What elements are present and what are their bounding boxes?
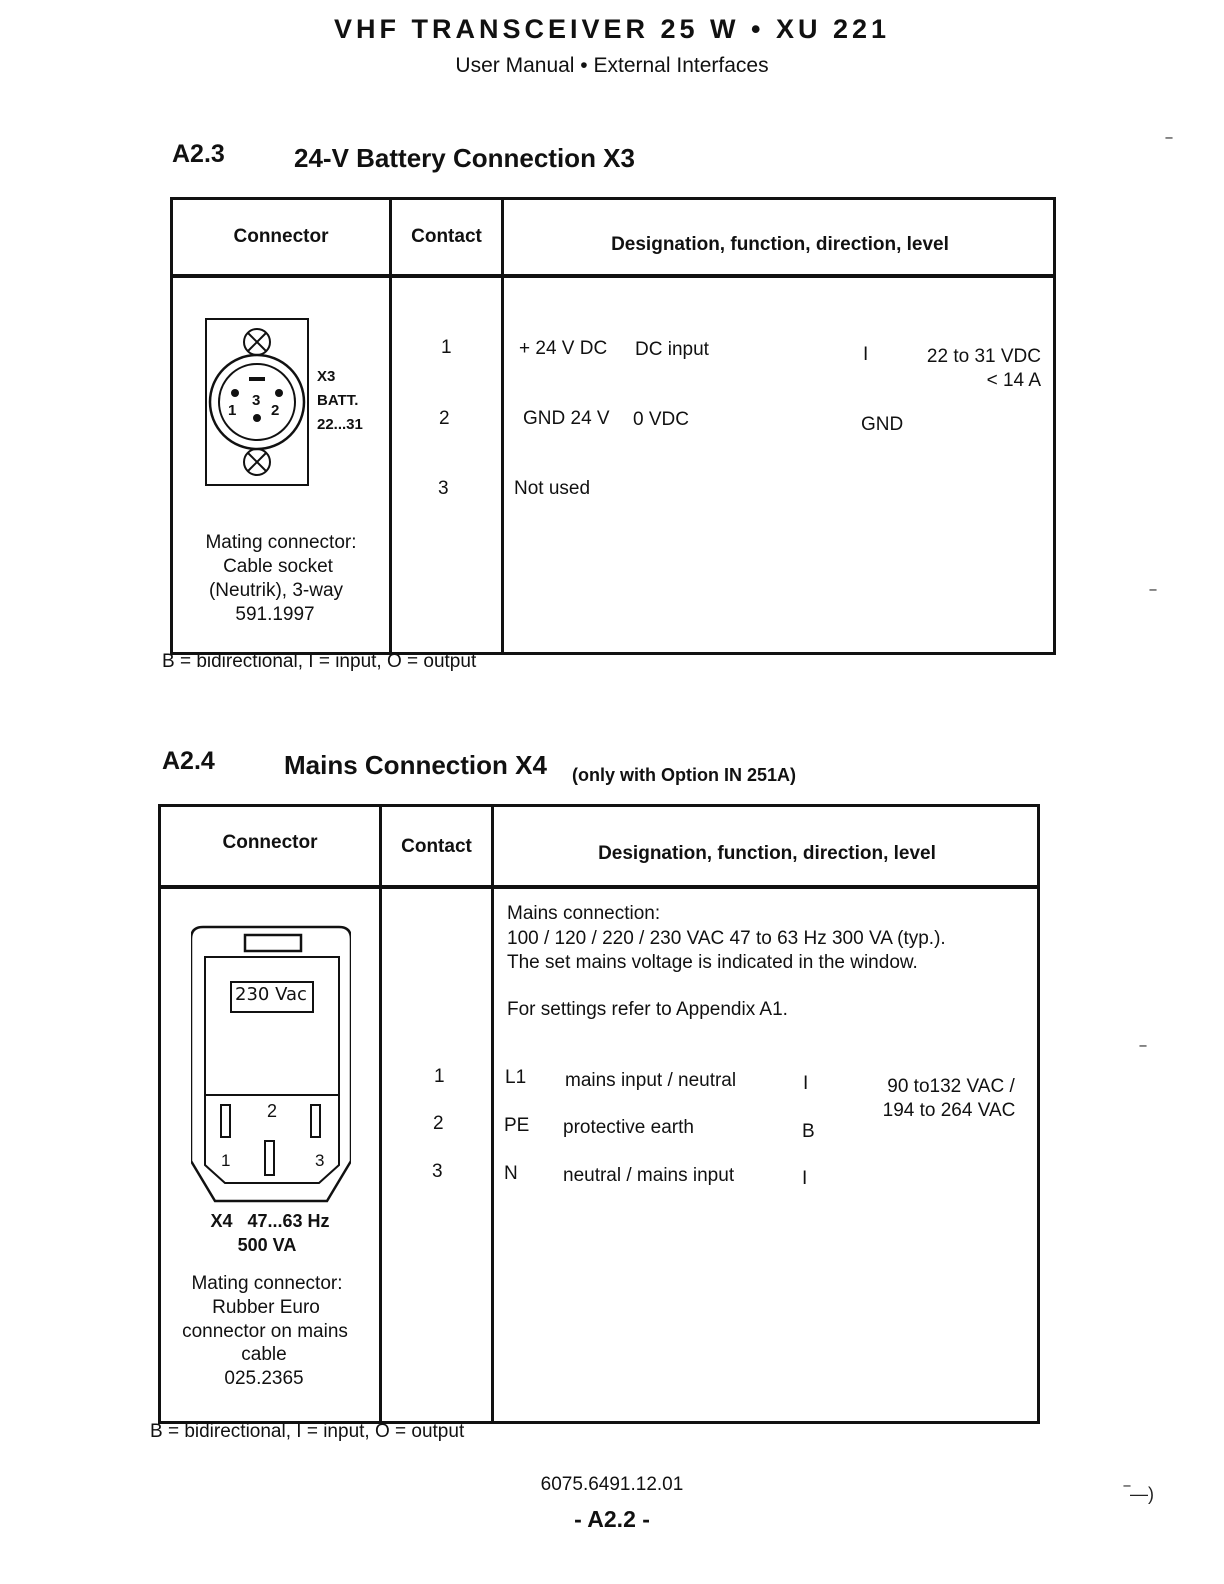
contact-1: 1 [441, 337, 452, 358]
designation-1: L1 [505, 1067, 527, 1088]
connector-label-x4: X4 47...63 Hz [210, 1211, 330, 1231]
mains-intro: Mains connection: [507, 903, 661, 924]
margin-mark: ‾ [1150, 588, 1156, 608]
header-divider [161, 885, 1037, 889]
section-number: A2.3 [172, 140, 225, 168]
designation-2: PE [504, 1115, 530, 1136]
column-header-contact: Contact [401, 836, 472, 857]
pin-label: 1 [228, 402, 237, 419]
contact-2: 2 [433, 1113, 444, 1134]
column-divider [389, 200, 392, 652]
mating-connector-part: 591.1997 [235, 604, 315, 625]
designation-3: Not used [514, 478, 591, 499]
mains-intro-specs: 100 / 120 / 220 / 230 VAC 47 to 63 Hz 300 VA (typ.). [507, 928, 946, 949]
contact-3: 3 [438, 478, 449, 499]
column-header-designation: Designation, function, direction, level [611, 234, 949, 255]
mating-connector-part: 025.2365 [224, 1368, 304, 1389]
section-title: 24-V Battery Connection X3 [294, 143, 635, 173]
designation-3: N [504, 1163, 518, 1184]
mating-connector-line: (Neutrik), 3-way [208, 580, 344, 601]
mating-connector-label: Mating connector: [205, 532, 357, 553]
legend: B = bidirectional, I = input, O = output [162, 651, 477, 672]
column-header-contact: Contact [411, 226, 482, 247]
section-title: Mains Connection X4 [284, 750, 547, 780]
page-number: - A2.2 - [574, 1506, 650, 1532]
margin-mark: ‾ [1166, 136, 1172, 156]
pin-label: 3 [315, 1151, 325, 1170]
column-divider [379, 807, 382, 1421]
battery-connection-table [170, 197, 1056, 655]
pin-label: 1 [221, 1151, 231, 1170]
contact-2: 2 [439, 408, 450, 429]
mains-intro-window: The set mains voltage is indicated in the window. [507, 952, 918, 973]
designation-1: + 24 V DC [519, 338, 608, 359]
function-3: neutral / mains input [563, 1165, 735, 1186]
connector-label-x3: X3 [317, 368, 336, 385]
section-number: A2.4 [162, 747, 215, 775]
iec-inlet-icon [191, 925, 351, 1207]
function-1: DC input [635, 339, 709, 360]
document-title: VHF TRANSCEIVER 25 W • XU 221 [333, 14, 891, 44]
section-note: (only with Option IN 251A) [572, 765, 796, 785]
level-1-current: < 14 A [986, 370, 1041, 391]
connector-label-power: 500 VA [237, 1235, 297, 1255]
direction-2: GND [861, 414, 904, 435]
xlr-socket-icon [205, 318, 309, 486]
direction-1: I [863, 344, 869, 365]
legend: B = bidirectional, I = input, O = output [150, 1421, 465, 1442]
column-header-designation: Designation, function, direction, level [598, 843, 936, 864]
mating-connector-line: Rubber Euro [212, 1297, 320, 1318]
header-divider [173, 274, 1053, 278]
connector-label-voltage: 22...31 [317, 416, 363, 433]
contact-3: 3 [432, 1161, 443, 1182]
column-header-connector: Connector [222, 832, 318, 853]
document-number: 6075.6491.12.01 [540, 1474, 684, 1495]
margin-mark: ‾ [1140, 1044, 1146, 1064]
margin-mark: ‾—) [1124, 1484, 1154, 1504]
contact-1: 1 [434, 1066, 445, 1087]
mating-connector-line: cable [241, 1344, 287, 1365]
mains-connection-table [158, 804, 1040, 1424]
document-subtitle: User Manual • External Interfaces [455, 54, 769, 77]
mating-connector-label: Mating connector: [191, 1273, 343, 1294]
level-1: 22 to 31 VDC [926, 346, 1041, 367]
direction-3: I [802, 1168, 808, 1189]
pin-label: 2 [267, 1101, 278, 1121]
direction-1: I [803, 1073, 809, 1094]
function-1: mains input / neutral [565, 1070, 737, 1091]
pin-label: 3 [252, 392, 261, 409]
mains-intro-appendix: For settings refer to Appendix A1. [507, 999, 788, 1020]
level-range-2: 194 to 264 VAC [882, 1100, 1016, 1121]
function-2: 0 VDC [633, 409, 689, 430]
level-range-1: 90 to132 VAC / [887, 1076, 1015, 1097]
pin-label: 2 [271, 402, 280, 419]
mating-connector-line: connector on mains [182, 1321, 348, 1342]
mating-connector-line: Cable socket [223, 556, 333, 577]
column-divider [491, 807, 494, 1421]
function-2: protective earth [563, 1117, 694, 1138]
voltage-window-label: 230 Vac [235, 984, 307, 1005]
connector-label-batt: BATT. [317, 392, 359, 409]
direction-2: B [802, 1121, 815, 1142]
column-header-connector: Connector [233, 226, 329, 247]
designation-2: GND 24 V [523, 408, 610, 429]
column-divider [501, 200, 504, 652]
